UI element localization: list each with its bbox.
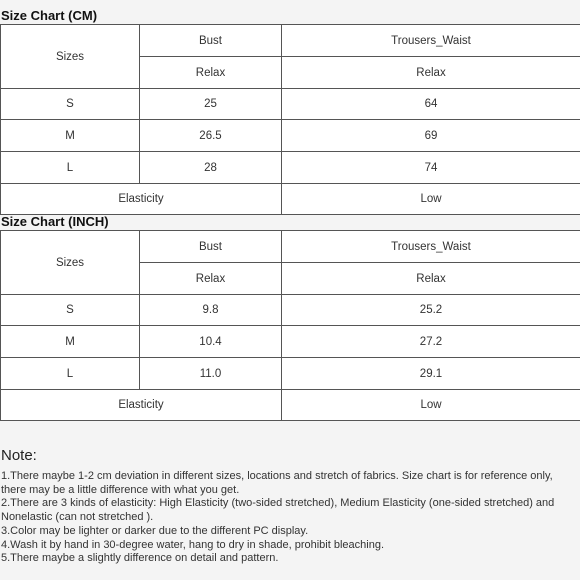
bust-header: Bust xyxy=(140,231,282,263)
waist-header: Trousers_Waist xyxy=(282,231,580,263)
waist-cell: 69 xyxy=(282,120,580,152)
bust-subheader: Relax xyxy=(140,57,282,89)
note-line: 1.There maybe 1-2 cm deviation in different sizes, locations and stretch of fabrics. Size chart is for reference only, xyxy=(1,470,553,482)
note-line: Nonelastic (can not stretched ). xyxy=(1,511,154,524)
sizes-header: Sizes xyxy=(1,231,140,295)
size-cell: L xyxy=(1,358,140,390)
table-row xyxy=(1,184,580,215)
bust-cell: 28 xyxy=(140,152,282,184)
note-line: there may be a little difference with what you get. xyxy=(1,483,240,496)
table-row xyxy=(1,358,580,390)
waist-cell: 29.1 xyxy=(282,358,580,390)
note-line: 5.There maybe a slightly difference on detail and pattern. xyxy=(1,552,279,565)
bust-cell: 9.8 xyxy=(140,295,282,326)
bust-header: Bust xyxy=(140,25,282,57)
table-row xyxy=(1,120,580,152)
bust-cell: 26.5 xyxy=(140,120,282,152)
elasticity-value: Low xyxy=(282,184,580,215)
table-row xyxy=(1,390,580,421)
bust-cell: 10.4 xyxy=(140,326,282,358)
note-line: 4.Wash it by hand in 30-degree water, hang to dry in shade, prohibit bleaching. xyxy=(1,538,385,551)
note-title: Note: xyxy=(1,447,37,464)
waist-cell: 64 xyxy=(282,89,580,120)
table-row xyxy=(1,326,580,358)
elasticity-value: Low xyxy=(282,390,580,421)
note-line: 3.Color may be lighter or darker due to the different PC display. xyxy=(1,524,309,537)
table-row xyxy=(1,152,580,184)
notes-list xyxy=(1,470,580,566)
waist-subheader: Relax xyxy=(282,263,580,295)
note-line: 2.There are 3 kinds of elasticity: High Elasticity (two-sided stretched), Medium Elasticity (one-sided stretched) and xyxy=(1,497,555,510)
waist-cell: 74 xyxy=(282,152,580,184)
elasticity-label: Elasticity xyxy=(1,390,282,421)
bust-subheader: Relax xyxy=(140,263,282,295)
inch-size-table xyxy=(0,230,580,421)
waist-cell: 25.2 xyxy=(282,295,580,326)
bust-cell: 11.0 xyxy=(140,358,282,390)
waist-cell: 27.2 xyxy=(282,326,580,358)
waist-subheader: Relax xyxy=(282,57,580,89)
cm-chart-title: Size Chart (CM) xyxy=(1,8,98,23)
size-cell: S xyxy=(1,295,140,326)
table-row xyxy=(1,89,580,120)
waist-header: Trousers_Waist xyxy=(282,25,580,57)
inch-chart-title: Size Chart (INCH) xyxy=(1,214,109,229)
size-cell: M xyxy=(1,326,140,358)
size-cell: M xyxy=(1,120,140,152)
elasticity-label: Elasticity xyxy=(1,184,282,215)
bust-cell: 25 xyxy=(140,89,282,120)
sizes-header: Sizes xyxy=(1,25,140,89)
table-row xyxy=(1,295,580,326)
size-cell: L xyxy=(1,152,140,184)
cm-size-table xyxy=(0,24,580,215)
size-cell: S xyxy=(1,89,140,120)
